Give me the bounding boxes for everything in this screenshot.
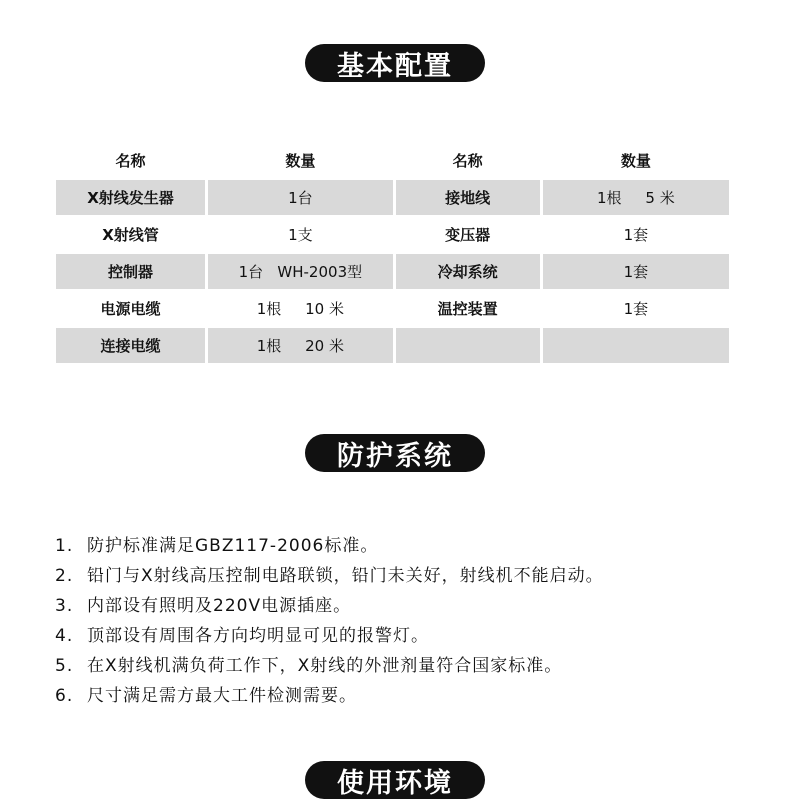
table-row — [56, 328, 729, 363]
item-name: 连接电缆 — [56, 328, 205, 363]
list-text: 内部设有照明及220V电源插座。 — [87, 596, 352, 616]
item-quantity: 1套 — [623, 300, 649, 318]
section-title-protection: 防护系统 — [305, 434, 485, 472]
item-quantity: 1根 20 米 — [208, 328, 393, 363]
list-item — [55, 561, 604, 591]
item-name: X射线发生器 — [56, 180, 205, 215]
item-name: 控制器 — [56, 254, 205, 289]
table-row — [56, 254, 729, 289]
table-row — [56, 180, 729, 215]
header-quantity: 数量 — [285, 152, 316, 170]
table-header-row — [56, 143, 729, 178]
section-title-environment: 使用环境 — [305, 761, 485, 799]
list-item — [55, 621, 604, 651]
list-item — [55, 531, 604, 561]
header-name: 名称 — [115, 152, 146, 170]
item-name: 接地线 — [396, 180, 540, 215]
item-name: 变压器 — [445, 226, 491, 244]
item-quantity — [543, 328, 729, 363]
item-quantity: 1台 WH-2003型 — [208, 254, 393, 289]
table-row — [56, 291, 729, 326]
item-name: X射线管 — [102, 226, 159, 244]
header-name: 名称 — [452, 152, 483, 170]
item-quantity: 1根 5 米 — [543, 180, 729, 215]
list-number: 4. — [55, 626, 74, 646]
list-item — [55, 651, 604, 681]
list-text: 顶部设有周围各方向均明显可见的报警灯。 — [87, 626, 429, 646]
list-text: 尺寸满足需方最大工件检测需要。 — [87, 686, 357, 706]
list-number: 5. — [55, 656, 74, 676]
list-item — [55, 681, 604, 711]
list-number: 2. — [55, 566, 74, 586]
list-number: 6. — [55, 686, 74, 706]
section-title-basic-config: 基本配置 — [305, 44, 485, 82]
list-text: 防护标准满足GBZ117-2006标准。 — [87, 536, 379, 556]
item-name: 冷却系统 — [396, 254, 540, 289]
config-table — [53, 141, 732, 365]
item-quantity: 1台 — [208, 180, 393, 215]
list-text: 在X射线机满负荷工作下，X射线的外泄剂量符合国家标准。 — [87, 656, 563, 676]
item-quantity: 1根 10 米 — [256, 300, 344, 318]
item-name: 温控装置 — [437, 300, 498, 318]
list-item — [55, 591, 604, 621]
item-name — [396, 328, 540, 363]
protection-rules-list — [55, 531, 604, 711]
item-quantity: 1套 — [543, 254, 729, 289]
header-quantity: 数量 — [620, 152, 651, 170]
list-number: 3. — [55, 596, 74, 616]
item-quantity: 1支 — [288, 226, 313, 244]
item-name: 电源电缆 — [100, 300, 161, 318]
item-quantity: 1套 — [623, 226, 649, 244]
list-number: 1. — [55, 536, 74, 556]
table-row — [56, 217, 729, 252]
list-text: 铅门与X射线高压控制电路联锁，铅门未关好，射线机不能启动。 — [87, 566, 604, 586]
